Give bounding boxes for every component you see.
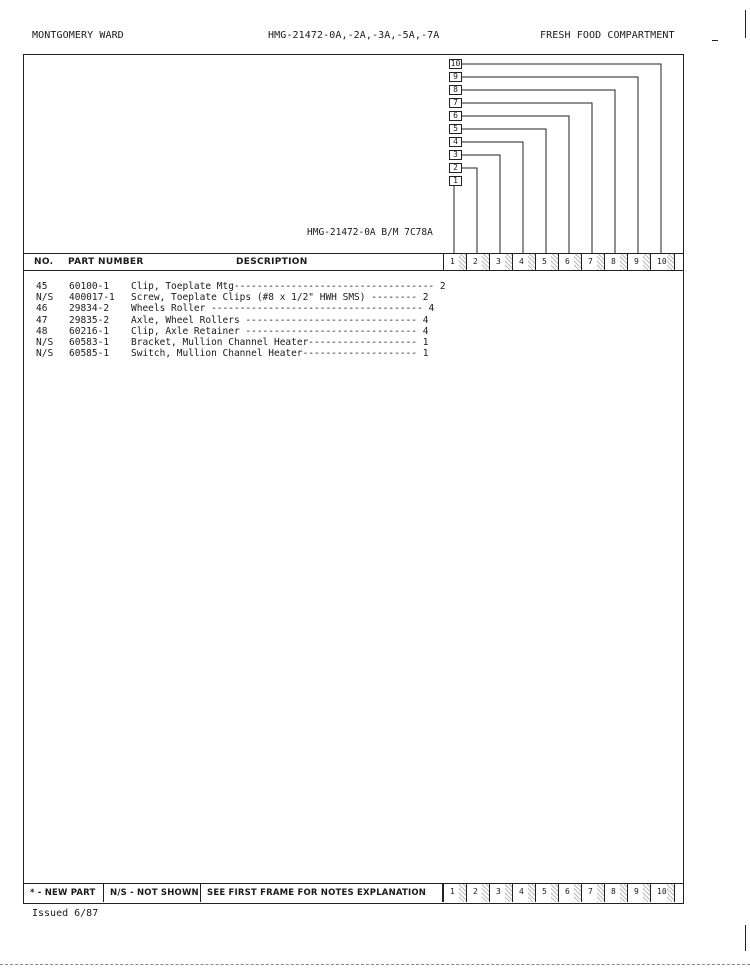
row-qty: 1 (422, 348, 429, 360)
column-number: 2 (473, 257, 478, 266)
column-cell (627, 884, 650, 902)
column-cell (558, 254, 581, 270)
table-row (36, 315, 446, 326)
key-box: 8 (449, 85, 462, 95)
row-qty: 2 (439, 281, 446, 292)
column-number: 8 (611, 887, 616, 896)
row-part-number: 400017-1 (69, 292, 115, 304)
legend-not-shown: N/S - NOT SHOWN (104, 884, 201, 902)
column-cell (466, 254, 489, 270)
column-number: 9 (634, 887, 639, 896)
row-qty: 4 (428, 303, 435, 315)
table-row (36, 326, 446, 337)
column-cell (650, 884, 675, 902)
row-part-number: 29835-2 (69, 314, 110, 326)
footer-column-numbers (443, 884, 675, 902)
column-key-diagram (24, 55, 685, 253)
column-number: 8 (611, 257, 616, 266)
row-part-number: 60216-1 (69, 325, 110, 337)
parts-list (36, 281, 446, 359)
column-cell (535, 254, 558, 270)
table-row (36, 292, 446, 303)
leader-line (462, 116, 569, 253)
header-manufacturer: MONTGOMERY WARD (32, 30, 124, 41)
column-number: 5 (542, 257, 547, 266)
column-number: 1 (450, 887, 455, 896)
column-cell (650, 254, 675, 270)
row-qty: 2 (422, 292, 429, 304)
column-number: 6 (565, 257, 570, 266)
key-box: 9 (449, 72, 462, 82)
leader-line (462, 168, 477, 253)
column-cell (512, 254, 535, 270)
column-cell (489, 884, 512, 902)
column-number: 7 (588, 257, 593, 266)
table-row (36, 281, 446, 292)
column-number: 4 (519, 887, 524, 896)
column-number: 1 (450, 257, 455, 266)
leader-line (462, 129, 546, 253)
column-number: 9 (634, 257, 639, 266)
row-description: Wheels Roller ------------------------------------- (131, 303, 423, 315)
leader-line (462, 103, 592, 253)
row-qty: 4 (422, 314, 429, 326)
key-box: 4 (449, 137, 462, 147)
column-number: 6 (565, 887, 570, 896)
key-box: 10 (450, 59, 461, 68)
leader-line (462, 64, 661, 253)
column-cell (627, 254, 650, 270)
row-description: Switch, Mullion Channel Heater-------------------- (131, 348, 417, 360)
column-number: 5 (542, 887, 547, 896)
row-part-number: 60585-1 (69, 348, 110, 360)
key-box: 7 (449, 98, 462, 108)
table-header-row (24, 253, 683, 271)
table-row (36, 303, 446, 314)
column-cell (581, 254, 604, 270)
row-no: N/S (36, 292, 54, 304)
table-row (36, 337, 446, 348)
column-cell (489, 254, 512, 270)
model-bom-label: HMG-21472-0A B/M 7C78A (307, 227, 433, 238)
parts-frame (23, 54, 684, 904)
row-description: Clip, Toeplate Mtg----------------------------------- (131, 281, 435, 292)
column-cell (466, 884, 489, 902)
header-model-numbers: HMG-21472-0A,-2A,-3A,-5A,-7A (268, 30, 440, 41)
column-number: 3 (496, 887, 501, 896)
edge-mark (712, 40, 718, 41)
row-description: Clip, Axle Retainer ------------------------------ (131, 325, 417, 337)
row-part-number: 60583-1 (69, 337, 110, 349)
header-part-number: PART NUMBER (68, 257, 144, 267)
row-no: N/S (36, 337, 54, 349)
edge-mark (745, 10, 746, 38)
row-description: Bracket, Mullion Channel Heater------------------- (131, 337, 417, 349)
row-qty: 1 (422, 337, 429, 349)
column-number: 4 (519, 257, 524, 266)
key-box: 6 (449, 111, 462, 121)
column-number: 10 (657, 257, 667, 266)
row-description: Axle, Wheel Rollers ------------------------------ (131, 314, 417, 326)
column-cell (512, 884, 535, 902)
column-cell (604, 884, 627, 902)
column-cell (443, 884, 466, 902)
header-section-title: FRESH FOOD COMPARTMENT (540, 30, 675, 41)
header-description: DESCRIPTION (236, 257, 308, 267)
row-part-number: 60100-1 (69, 281, 110, 292)
row-qty: 4 (422, 325, 429, 337)
row-no: 47 (36, 314, 48, 326)
key-box: 3 (449, 150, 462, 160)
header-no: NO. (34, 257, 54, 267)
key-box: 2 (449, 163, 462, 173)
column-cell (443, 254, 466, 270)
table-row (36, 348, 446, 359)
issued-date: Issued 6/87 (32, 908, 99, 919)
column-number: 10 (657, 887, 667, 896)
column-number: 3 (496, 257, 501, 266)
leader-line (462, 155, 500, 253)
key-box: 5 (449, 124, 462, 134)
row-no: 45 (36, 281, 48, 292)
row-part-number: 29834-2 (69, 303, 110, 315)
column-cell (535, 884, 558, 902)
legend-new-part: * - NEW PART (24, 884, 104, 902)
row-description: Screw, Toeplate Clips (#8 x 1/2" HWH SMS) -------- (131, 292, 417, 304)
column-cell (581, 884, 604, 902)
leader-line (454, 181, 462, 253)
scan-artifact-line (0, 964, 750, 965)
footer-legend-row (24, 883, 683, 902)
key-box: 1 (449, 176, 462, 186)
header-column-numbers (443, 254, 675, 270)
column-cell (604, 254, 627, 270)
row-no: 46 (36, 303, 48, 315)
column-number: 2 (473, 887, 478, 896)
row-no: N/S (36, 348, 54, 360)
legend-notes: SEE FIRST FRAME FOR NOTES EXPLANATION (201, 884, 443, 902)
row-no: 48 (36, 325, 48, 337)
column-cell (558, 884, 581, 902)
edge-mark (745, 925, 746, 951)
leader-line (462, 142, 523, 253)
column-number: 7 (588, 887, 593, 896)
